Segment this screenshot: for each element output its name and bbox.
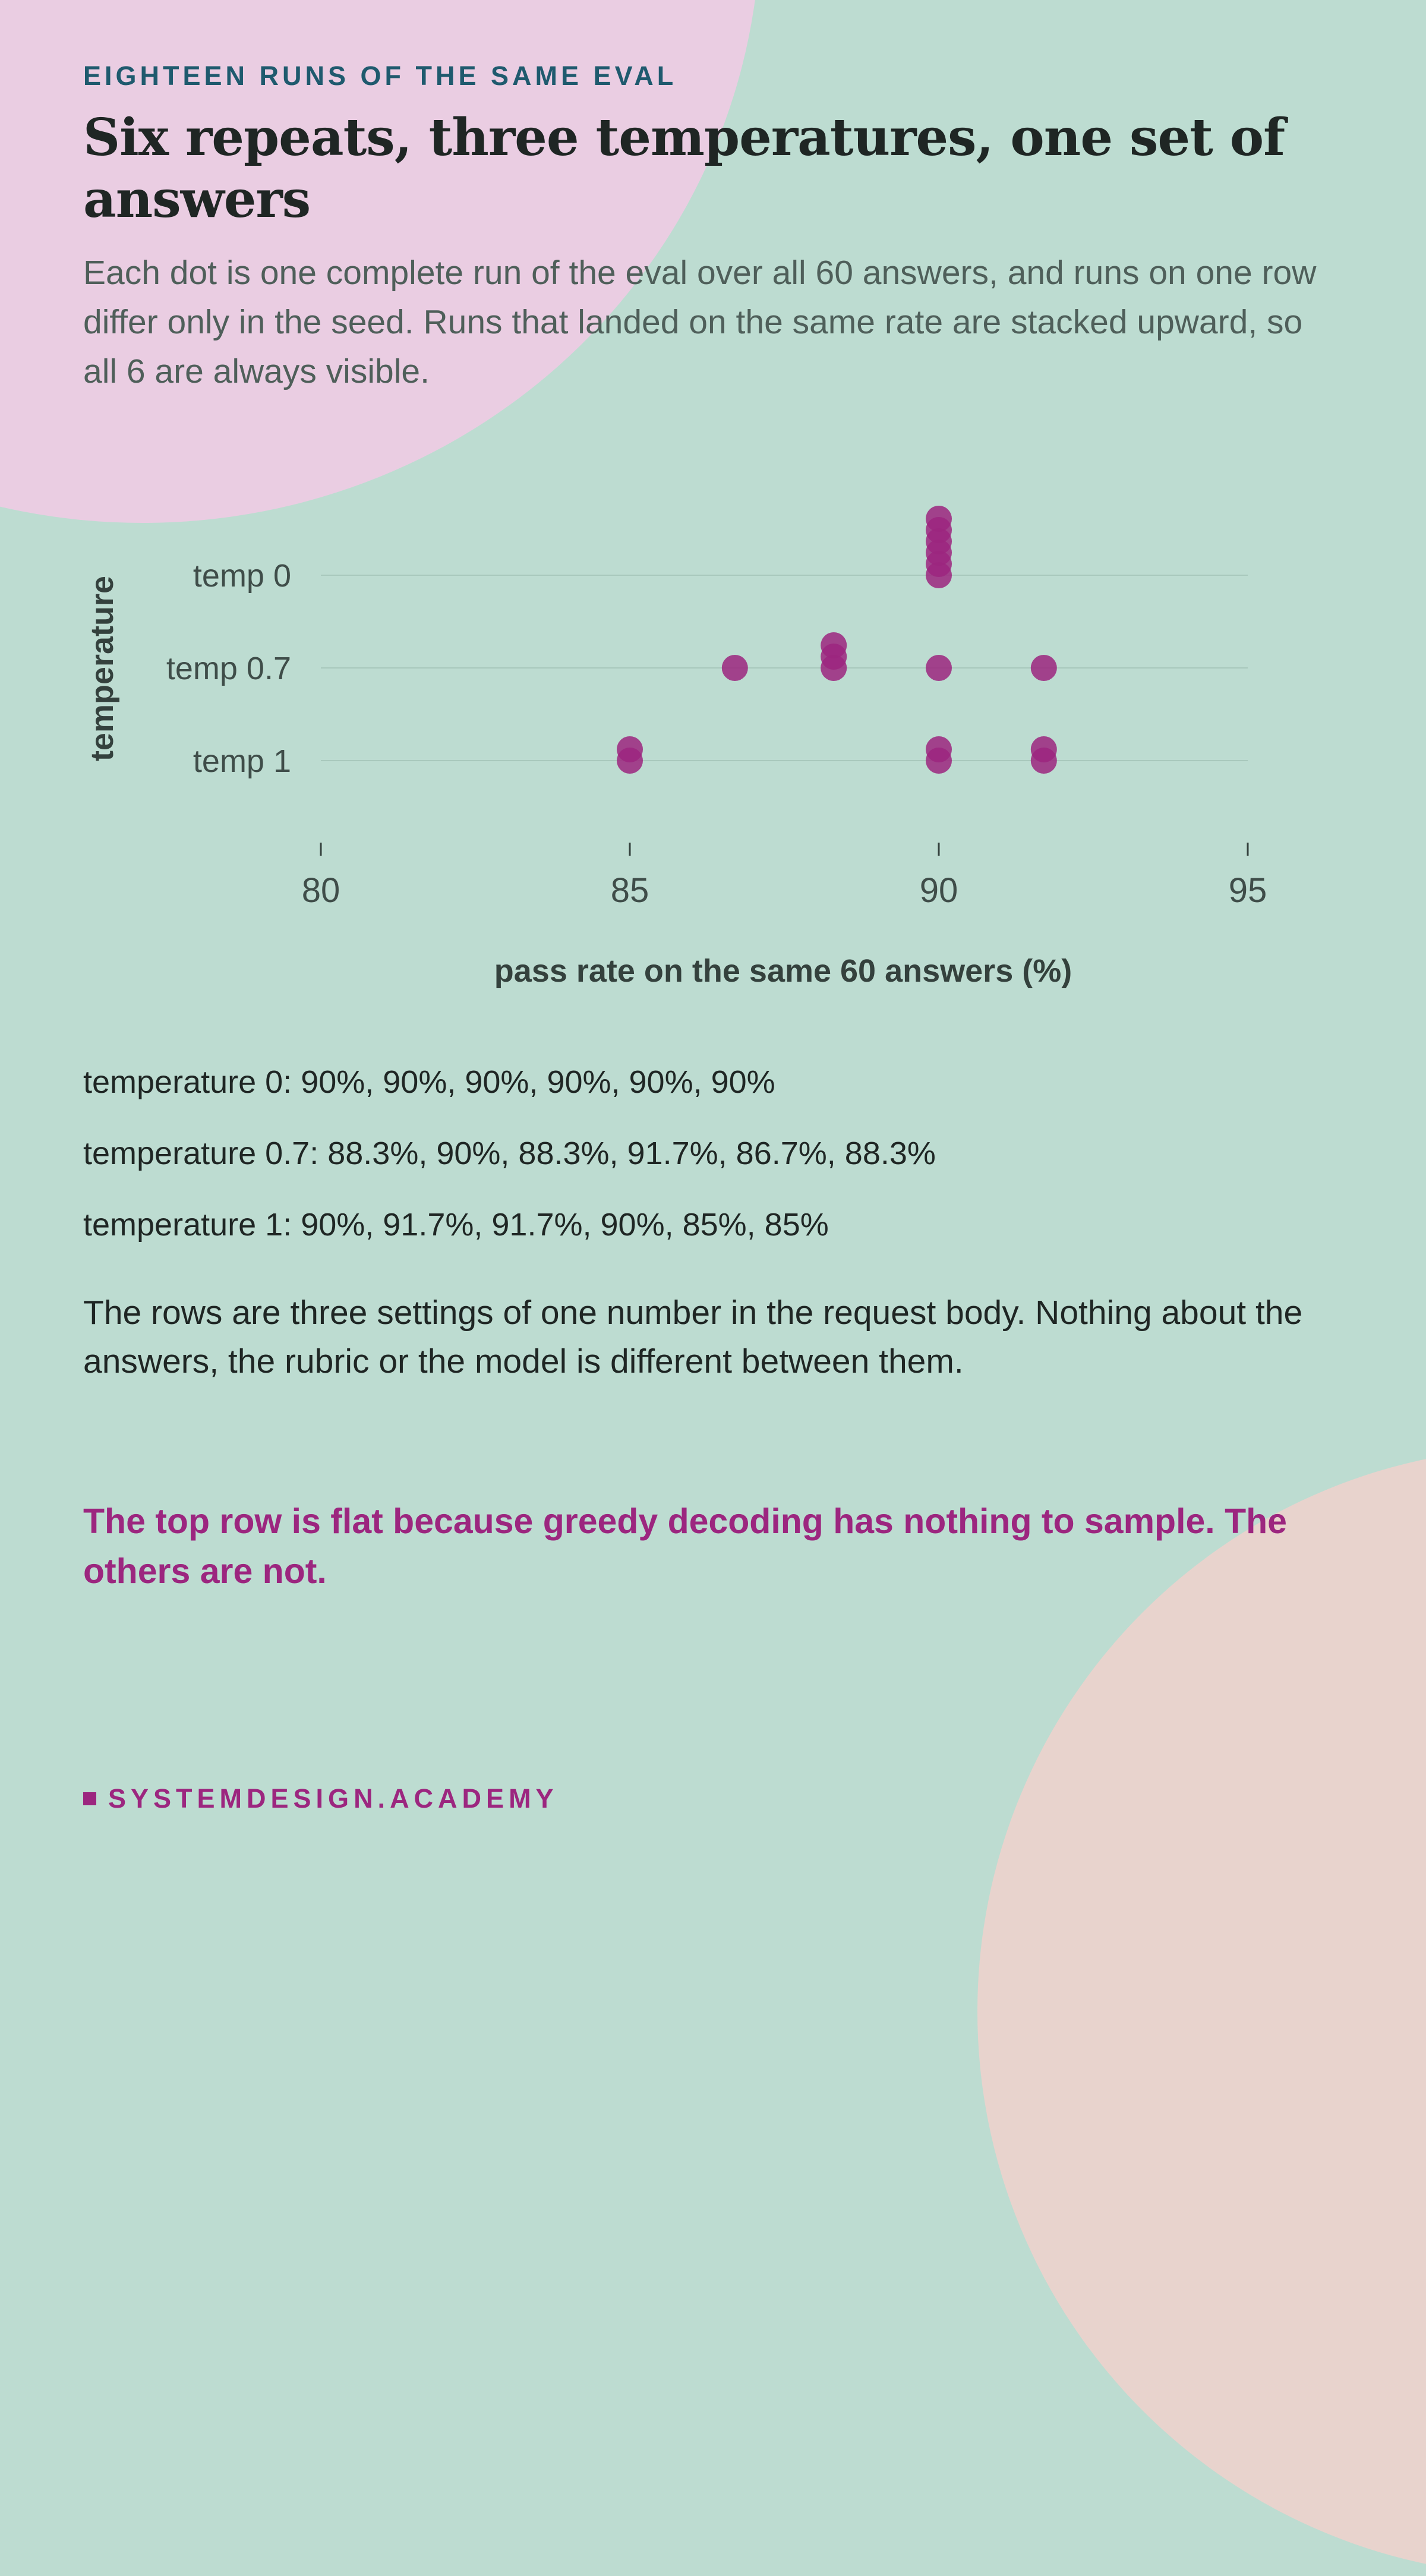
kicker: EIGHTEEN RUNS OF THE SAME EVAL bbox=[83, 61, 677, 91]
y-tick-label: temp 0.7 bbox=[166, 651, 291, 686]
footer-brand: SYSTEMDESIGN.ACADEMY bbox=[108, 1783, 559, 1814]
runs-temp-0: temperature 0: 90%, 90%, 90%, 90%, 90%, 90% bbox=[83, 1064, 775, 1100]
gridlines bbox=[321, 575, 1248, 761]
explanatory-note: The rows are three settings of one number in the request body. Nothing about the answers, the rubric or the model is different between them. bbox=[83, 1294, 1303, 1380]
data-point bbox=[821, 632, 847, 658]
runs-temp-1: temperature 1: 90%, 91.7%, 91.7%, 90%, 85%, 85% bbox=[83, 1207, 829, 1243]
data-point bbox=[926, 736, 952, 762]
x-axis bbox=[302, 843, 1267, 910]
page-title: Six repeats, three temperatures, one set of answers bbox=[83, 108, 1285, 229]
data-point bbox=[926, 655, 952, 681]
data-points bbox=[617, 506, 1057, 774]
brand-square-icon bbox=[83, 1792, 96, 1805]
y-tick-labels bbox=[166, 558, 291, 779]
runs-temp-0-7: temperature 0.7: 88.3%, 90%, 88.3%, 91.7%, 86.7%, 88.3% bbox=[83, 1136, 936, 1171]
x-tick-label: 95 bbox=[1228, 871, 1267, 910]
data-point bbox=[1031, 655, 1057, 681]
y-tick-label: temp 0 bbox=[193, 558, 291, 594]
dot-plot-chart bbox=[0, 487, 1426, 1022]
subtitle: Each dot is one complete run of the eval over all 60 answers, and runs on one row differ only in the seed. Runs that landed on the same rate are stacked upward, so all 6 are always visible. bbox=[83, 254, 1317, 390]
data-point bbox=[1031, 736, 1057, 762]
y-tick-label: temp 1 bbox=[193, 743, 291, 779]
y-axis-label: temperature bbox=[84, 575, 120, 762]
data-point bbox=[617, 736, 643, 762]
x-tick-label: 90 bbox=[919, 871, 958, 910]
data-point bbox=[722, 655, 748, 681]
x-tick-label: 80 bbox=[301, 871, 340, 910]
data-point bbox=[926, 506, 952, 532]
footer bbox=[83, 1783, 559, 1814]
x-tick-label: 85 bbox=[610, 871, 649, 910]
takeaway: The top row is flat because greedy decoding has nothing to sample. The others are not. bbox=[83, 1502, 1287, 1591]
x-axis-label: pass rate on the same 60 answers (%) bbox=[494, 953, 1072, 989]
